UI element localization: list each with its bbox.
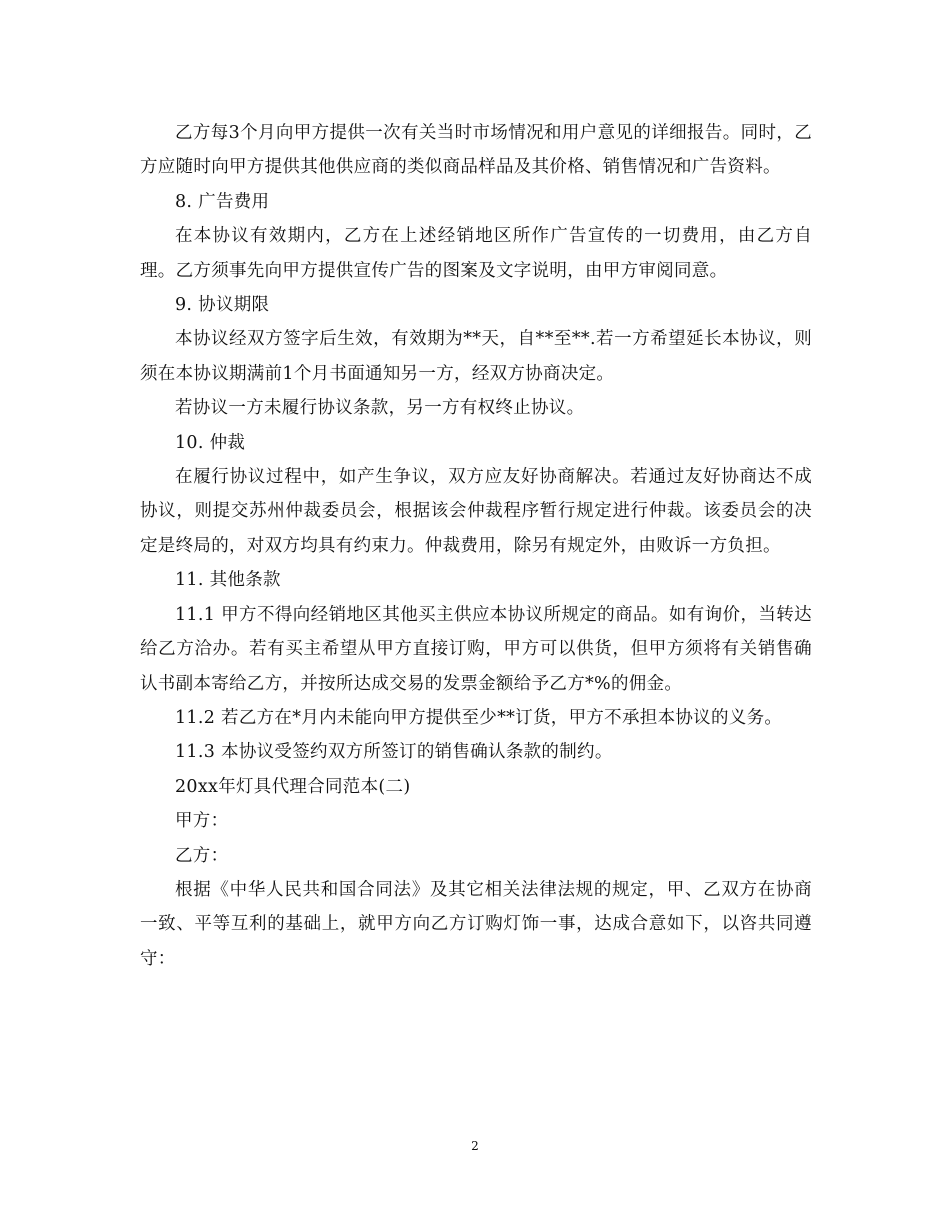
paragraph-preamble: 根据《中华人民共和国合同法》及其它相关法律法规的规定，甲、乙双方在协商一致、平等互利的基础上，就甲方向乙方订购灯饰一事，达成合意如下，以咨共同遵守：: [140, 879, 812, 969]
document-body: [140, 116, 812, 976]
section-heading-arbitration: 10. 仲裁: [175, 432, 246, 453]
section-heading-term: 9. 协议期限: [175, 295, 270, 316]
paragraph-termination: 若协议一方未履行协议条款，另一方有权终止协议。: [175, 398, 585, 419]
section-heading-advertising: 8. 广告费用: [175, 191, 270, 212]
section-heading-other-terms: 11. 其他条款: [175, 570, 281, 591]
contract-title-second: 20xx年灯具代理合同范本(二): [175, 776, 411, 797]
paragraph-clause-11-3: 11.3 本协议受签约双方所签订的销售确认条款的制约。: [175, 742, 613, 763]
paragraph-arbitration: 在履行协议过程中，如产生争议，双方应友好协商解决。若通过友好协商达不成协议，则提交苏州仲裁委员会，根据该会仲裁程序暂行规定进行仲裁。该委员会的决定是终局的，对双方均具有约束力。仲裁费用，除另有规定外，由败诉一方负担。: [140, 467, 812, 556]
paragraph-term-validity: 本协议经双方签字后生效，有效期为**天，自**至**.若一方希望延长本协议，则须在本协议期满前1个月书面通知另一方，经双方协商决定。: [140, 329, 812, 384]
paragraph-advertising-costs: 在本协议有效期内，乙方在上述经销地区所作广告宣传的一切费用，由乙方自理。乙方须事先向甲方提供宣传广告的图案及文字说明，由甲方审阅同意。: [140, 226, 812, 281]
page-number: 2: [471, 1139, 479, 1153]
party-b-line: 乙方：: [175, 845, 229, 866]
paragraph-clause-11-2: 11.2 若乙方在*月内未能向甲方提供至少**订货，甲方不承担本协议的义务。: [175, 707, 783, 728]
party-a-line: 甲方：: [175, 811, 229, 832]
paragraph-market-report: 乙方每3个月向甲方提供一次有关当时市场情况和用户意见的详细报告。同时，乙方应随时向甲方提供其他供应商的类似商品样品及其价格、销售情况和广告资料。: [140, 123, 812, 178]
paragraph-clause-11-1: 11.1 甲方不得向经销地区其他买主供应本协议所规定的商品。如有询价，当转达给乙方洽办。若有买主希望从甲方直接订购，甲方可以供货，但甲方须将有关销售确认书副本寄给乙方，并按所达成交易的发票金额给予乙方*%的佣金。: [140, 604, 812, 694]
